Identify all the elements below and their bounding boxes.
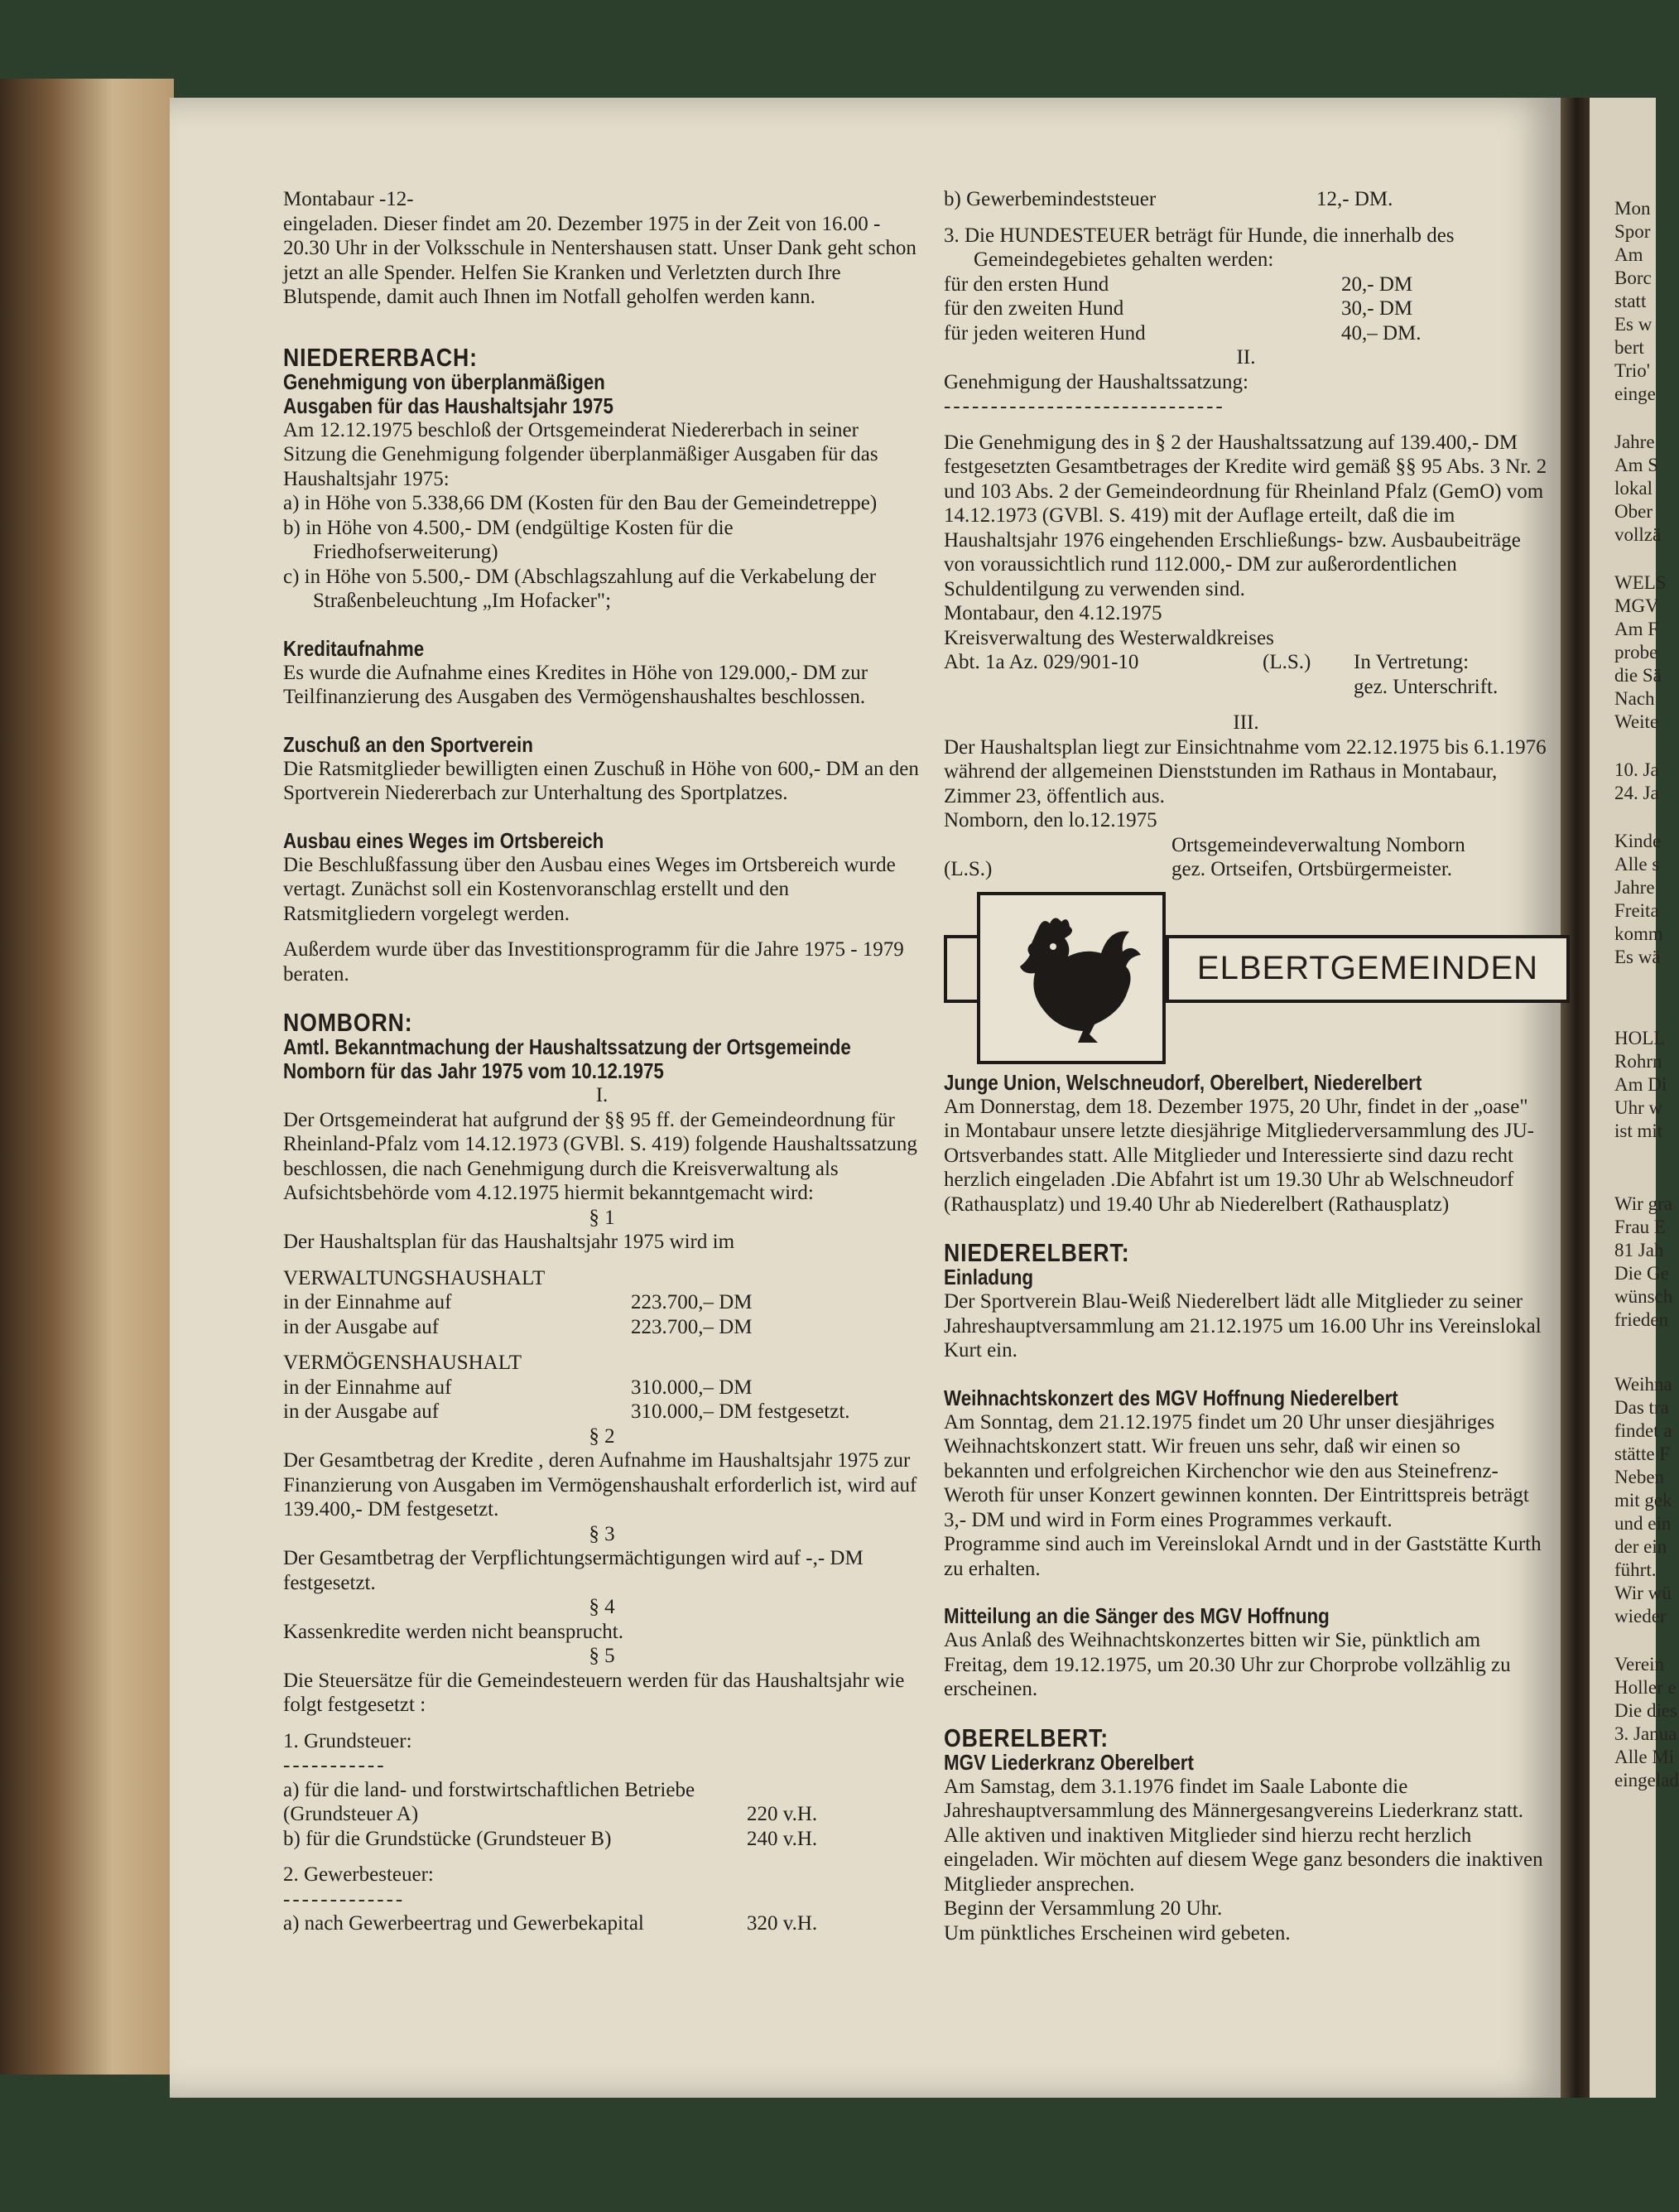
facing-page-fragment: 10. Ja [1614,759,1659,780]
vw-ausgabe-row [283,1315,921,1340]
facing-page-fragment: Frau E [1614,1217,1666,1237]
vm-einnahme-row [283,1376,921,1400]
facing-page-fragment: Weite [1614,711,1659,732]
running-head: Montabaur -12- [283,188,414,210]
facing-page-fragment: und ein [1614,1513,1672,1534]
hund-1-value: 20,- DM [1341,272,1413,296]
section-3-date: Nomborn, den lo.12.1975 [944,809,1157,831]
mitteilung-heading: Mitteilung an die Sänger des MGV Hoffnung [944,1603,1330,1628]
nomborn-heading: NOMBORN: [283,1008,413,1037]
oberelbert-line-2: Um pünktliches Erscheinen wird gebeten. [944,1921,1291,1945]
vm-ausgabe-label: in der Ausgabe auf [283,1400,440,1423]
facing-page-fragment: Holler e [1614,1677,1677,1698]
paragraph-2-label: § 2 [589,1424,615,1448]
facing-page-fragment: führt. [1614,1559,1657,1580]
facing-page-edge [1590,98,1679,2098]
facing-page-fragment: ist mit [1614,1120,1663,1141]
paragraph-4-label: § 4 [589,1596,615,1618]
mitteilung-text: Aus Anlaß des Weihnachtskonzertes bitten wir Sie, pünktlich am Freitag, dem 19.12.1975, um 20.30 Uhr zur Chorprobe vollzählig zu erscheinen. [944,1629,1511,1700]
rooster-frame [977,892,1166,1064]
oberelbert-line-1: Beginn der Versammlung 20 Uhr. [944,1897,1223,1920]
kredit-heading: Kreditaufnahme [283,635,425,661]
facing-page-fragment: Die dies [1614,1700,1678,1721]
hund-2-value: 30,- DM [1341,297,1413,320]
facing-page-fragment: Die Ge [1614,1263,1669,1284]
facing-page-fragment: Uhr w [1614,1097,1663,1118]
grundsteuer-a-value: 220 v.H. [747,1802,818,1825]
paragraph-2-text: Der Gesamtbetrag der Kredite , deren Aufnahme im Haushaltsjahr 1975 zur Finanzierung von Ausgaben im Vermögenshaushalt erforderlich ist, wird auf 139.400,- DM festgesetzt. [283,1449,917,1520]
facing-page-fragment: Am [1614,244,1643,265]
elbertgemeinden-logo [944,892,1548,1066]
hund-2-label: für den zweiten Hund [944,297,1124,320]
facing-page-fragment: mit gek [1614,1490,1672,1511]
grundsteuer-label: 1. Grundsteuer: [283,1729,412,1752]
facing-page-fragment: HOLL [1614,1028,1666,1048]
genehmigung-az: Abt. 1a Az. 029/901-10 [944,651,1139,673]
genehmigung-kreis: Kreisverwaltung des Westerwaldkreises [944,626,1274,649]
niederelbert-text: Der Sportverein Blau-Weiß Niederelbert lädt alle Mitglieder zu seiner Jahreshauptversammlung am 21.12.1975 um 16.00 Uhr ins Vereinslokal Kurt ein. [944,1290,1542,1361]
nomborn-subheading: Amtl. Bekanntmachung der Haushaltssatzung der Ortsgemeinde Nomborn für das Jahr 1975 vom 10.12.1975 [283,1034,851,1083]
vermoegenshaushalt-label: VERMÖGENSHAUSHALT [283,1352,522,1374]
paragraph-5-label: § 5 [589,1645,615,1667]
genehmigung-date: Montabaur, den 4.12.1975 [944,602,1162,624]
section-3-org: Ortsgemeindeverwaltung Nomborn [1171,833,1465,856]
section-3-sig-row [944,857,1548,882]
niedererbach-item-a: a) in Höhe von 5.338,66 DM (Kosten für den Bau der Gemeindetreppe) [283,492,878,514]
book-gutter [1556,98,1590,2098]
niedererbach-item-b: b) in Höhe von 4.500,- DM (endgültige Kosten für die Friedhofserweiterung) [283,516,734,563]
oberelbert-heading: OBERELBERT: [944,1723,1109,1752]
hund-3-value: 40,– DM. [1341,321,1422,345]
genehmigung-vertretung: In Vertretung: [1354,651,1470,673]
gewerbesteuer-label: 2. Gewerbesteuer: [283,1863,434,1886]
facing-page-fragment: vollzä [1614,524,1662,545]
section-3-text: Der Haushaltsplan liegt zur Einsichtnahme vom 22.12.1975 bis 6.1.1976 während der allgemeinen Dienststunden im Rathaus in Montabaur, Zimmer 23, öffentlich aus. [944,735,1547,807]
facing-page-fragment: Freita [1614,900,1659,921]
niederelbert-subheading: Einladung [944,1265,1034,1289]
logo-bar-left [944,935,977,1003]
hund-3-row [944,321,1548,346]
facing-page-fragment: Jahre [1614,877,1655,898]
facing-page-fragment: die Sä [1614,665,1662,686]
facing-page-fragment: Ober [1614,501,1653,522]
facing-page-fragment: Borc [1614,267,1652,288]
facing-page-fragment: Kinde [1614,831,1662,851]
facing-page-fragment: komm [1614,923,1663,944]
right-column [944,187,1548,1945]
elbertgemeinden-banner: ELBERTGEMEINDEN [1166,935,1570,1003]
niedererbach-text: Am 12.12.1975 beschloß der Ortsgemeinderat Niedererbach in seiner Sitzung die Genehmigung folgender überplanmäßiger Ausgaben für das Haushaltsjahr 1975: [283,418,878,490]
genehmigung-unterschrift: gez. Unterschrift. [1354,675,1499,698]
genehmigung-text: Die Genehmigung des in § 2 der Haushaltssatzung auf 139.400,- DM festgesetzten Gesamtbetrages der Kredite wird gemäß §§ 95 Abs. 3 Nr. 2 und 103 Abs. 2 der Gemeindeordnung für Rheinland Pfalz (GemO) vom 14.12.1973 (GVBl. S. 419) mit der Auflage erteilt, daß die im Haushaltsjahr 1976 eingehenden Erschließungs- bzw. Ausbaubeiträge von voraussichtlich rund 112.000,- DM zur außerordentlichen Schuldentilgung zu verwenden sind. [944,431,1547,600]
ju-heading: Junge Union, Welschneudorf, Oberelbert, Niederelbert [944,1069,1422,1095]
niedererbach-heading: NIEDERERBACH: [283,342,478,372]
book-edge-left [0,79,174,2075]
section-roman-2: II. [1236,346,1256,369]
genehmigung-az-row [944,650,1548,699]
section-3-signature: gez. Ortseifen, Ortsbürgermeister. [1171,858,1453,880]
paragraph-3-text: Der Gesamtbetrag der Verpflichtungsermächtigungen wird auf -,- DM festgesetzt. [283,1547,864,1594]
facing-page-fragment: Nach [1614,688,1655,709]
gewerbesteuer-underline: ------------- [283,1887,406,1911]
vw-ausgabe-value: 223.700,– DM [631,1315,753,1338]
facing-page-fragment: einge [1614,383,1656,404]
facing-page-fragment: Verein [1614,1654,1665,1675]
vw-einnahme-value: 223.700,– DM [631,1291,753,1313]
vw-einnahme-row [283,1290,921,1315]
ausbau-heading: Ausbau eines Weges im Ortsbereich [283,827,604,853]
hund-3-label: für jeden weiteren Hund [944,321,1146,345]
gewerbemindeststeuer-row [944,187,1548,212]
nomborn-text: Der Ortsgemeinderat hat aufgrund der §§ 95 ff. der Gemeindeordnung für Rheinland-Pfalz vom 14.12.1973 (GVBl. S. 419) folgende Haushaltssatzung beschlossen, die nach Genehmigung durch die Kreisverwaltung als Aufsichtsbehörde vom 4.12.1975 hiermit bekanntgemacht wird: [283,1108,917,1204]
gewerbemindeststeuer-label: b) Gewerbemindeststeuer [944,188,1157,210]
facing-page-fragment: statt [1614,291,1647,311]
facing-page-fragment: Spor [1614,221,1651,242]
facing-page-fragment: Am Di [1614,1074,1667,1095]
niederelbert-heading: NIEDERELBERT: [944,1238,1130,1267]
gewerbemindeststeuer-value: 12,- DM. [1316,188,1393,210]
paragraph-5-text: Die Steuersätze für die Gemeindesteuern werden für das Haushaltsjahr wie folgt festgesetzt : [283,1669,905,1716]
section-roman-3: III. [1233,711,1259,734]
ju-text: Am Donnerstag, dem 18. Dezember 1975, 20 Uhr, findet in der „oase" in Montabaur unsere letzte diesjährige Mitgliederversammlung des JU-Ortsverbandes statt. Alle Mitglieder und Interessierte sind dazu recht herzlich eingeladen .Die Abfahrt ist um 19.30 Uhr ab Welschneudorf (Rathausplatz) und 19.40 Uhr ab Niederelbert (Rathausplatz) [944,1095,1534,1216]
facing-page-fragment: eingelad [1614,1770,1679,1790]
vm-ausgabe-row [283,1400,921,1424]
ausbau-text-2: Außerdem wurde über das Investitionsprogramm für die Jahre 1975 - 1979 beraten. [283,938,904,986]
facing-page-fragment: MGV [1614,595,1659,616]
facing-page-fragment: der ein [1614,1536,1667,1557]
paragraph-1-text: Der Haushaltsplan für das Haushaltsjahr 1975 wird im [283,1231,735,1253]
facing-page-fragment: 81 Jah [1614,1240,1664,1260]
facing-page-fragment: Mon [1614,198,1651,219]
niedererbach-subheading: Genehmigung von überplanmäßigen Ausgaben für das Haushaltsjahr 1975 [283,369,613,418]
facing-page-fragment: Rohrn [1614,1051,1662,1072]
hund-2-row [944,296,1548,321]
paragraph-4-text: Kassenkredite werden nicht beansprucht. [283,1620,623,1643]
genehmigung-underline: ------------------------------ [944,395,1225,417]
facing-page-fragment: 24. Ja [1614,783,1659,803]
zuschuss-heading: Zuschuß an den Sportverein [283,731,533,757]
facing-page-fragment: Weihna [1614,1374,1672,1395]
facing-page-fragment: 3. Janua [1614,1723,1677,1744]
facing-page-fragment: frieden [1614,1309,1669,1330]
genehmigung-ls: (L.S.) [1263,651,1311,673]
hund-1-label: für den ersten Hund [944,272,1109,296]
niedererbach-item-c: c) in Höhe von 5.500,- DM (Abschlagszahlung auf die Verkabelung der Straßenbeleuchtung „Im Hofacker"; [283,565,877,612]
vw-ausgabe-label: in der Ausgabe auf [283,1315,440,1338]
grundsteuer-underline: ----------- [283,1754,387,1776]
facing-page-fragment: stätte F [1614,1443,1671,1464]
facing-page-fragment: Trio' [1614,360,1650,381]
paragraph-3-label: § 3 [589,1522,615,1545]
facing-page-fragment: probe [1614,642,1658,663]
facing-page-fragment: Alle Mi [1614,1747,1675,1767]
left-column [283,187,921,1936]
intro-text: eingeladen. Dieser findet am 20. Dezember 1975 in der Zeit von 16.00 - 20.30 Uhr in der Volksschule in Nentershausen statt. Unser Dank geht schon jetzt an alle Spender. Helfen Sie Kranken und Verletzten durch Ihre Blutspende, damit auch Ihnen im Notfall geholfen werden kann. [283,212,916,308]
gewerbesteuer-a-row [283,1911,921,1936]
grundsteuer-a-row [283,1778,921,1827]
facing-page-fragment: Wir wü [1614,1583,1672,1603]
facing-page-fragment: wünsch [1614,1286,1673,1307]
facing-page-fragment: wieder [1614,1606,1667,1626]
gewerbesteuer-a-label: a) nach Gewerbeertrag und Gewerbekapital [283,1912,644,1935]
weihnachtskonzert-text-2: Programme sind auch im Vereinslokal Arndt und in der Gaststätte Kurth zu erhalten. [944,1533,1542,1580]
vw-einnahme-label: in der Einnahme auf [283,1291,452,1313]
facing-page-fragment: Es wä [1614,947,1661,967]
facing-page-fragment: Neben [1614,1467,1665,1487]
hund-1-row [944,272,1548,297]
facing-page-fragment: Am S [1614,455,1659,475]
weihnachtskonzert-text: Am Sonntag, dem 21.12.1975 findet um 20 Uhr unser diesjähriges Weihnachtskonzert statt. Wir freuen uns sehr, daß wir einen so bekannten und erfolgreichen Kirchenchor wie den aus Steinefrenz-Weroth für unser Konzert gewinnen konnten. Der Eintrittspreis beträgt 3,- DM und wird in Form eines Programmes verkauft. [944,1410,1529,1531]
grundsteuer-b-value: 240 v.H. [747,1827,818,1850]
rooster-icon [980,895,1162,1061]
facing-page-fragment: Wir gra [1614,1193,1672,1214]
facing-page-fragment: Am F [1614,619,1659,639]
paragraph-1-label: § 1 [589,1206,615,1229]
newspaper-page [170,98,1561,2098]
kredit-text: Es wurde die Aufnahme eines Kredites in Höhe von 129.000,- DM zur Teilfinanzierung des Ausgaben des Vermögenshaushaltes beschlossen. [283,661,868,708]
section-roman-1: I. [595,1084,609,1106]
facing-page-fragment: Alle s [1614,854,1660,875]
vm-einnahme-label: in der Einnahme auf [283,1376,452,1399]
weihnachtskonzert-heading: Weihnachtskonzert des MGV Hoffnung Niederelbert [944,1385,1398,1410]
hundesteuer-text: 3. Die HUNDESTEUER beträgt für Hunde, die innerhalb des Gemeindegebietes gehalten werden: [944,224,1455,271]
facing-page-fragment: lokal [1614,478,1653,499]
facing-page-fragment: Das tra [1614,1397,1669,1418]
grundsteuer-b-row [283,1827,921,1852]
oberelbert-text: Am Samstag, dem 3.1.1976 findet im Saale Labonte die Jahreshauptversammlung des Männergesangvereins Liederkranz statt. Alle aktiven und inaktiven Mitglieder sind hierzu recht herzlich eingeladen. Wir möchten auf diesem Wege ganz besonders die inaktiven Mitglieder ansprechen. [944,1775,1543,1896]
section-3-ls: (L.S.) [944,858,993,880]
facing-page-fragment: bert [1614,337,1644,358]
vm-einnahme-value: 310.000,– DM [631,1376,753,1399]
facing-page-fragment: Es w [1614,314,1653,335]
facing-page-fragment: Jahre [1614,431,1655,452]
verwaltungshaushalt-label: VERWALTUNGSHAUSHALT [283,1266,546,1289]
grundsteuer-a-label: a) für die land- und forstwirtschaftlichen Betriebe (Grundsteuer A) [283,1778,695,1825]
ausbau-text: Die Beschlußfassung über den Ausbau eines Weges im Ortsbereich wurde vertagt. Zunächst soll ein Kostenvoranschlag erstellt und den Ratsmitgliedern vorgelegt werden. [283,853,896,925]
zuschuss-text: Die Ratsmitglieder bewilligten einen Zuschuß in Höhe von 600,- DM an den Sportverein Niedererbach zur Unterhaltung des Sportplatzes. [283,757,919,804]
gewerbesteuer-a-value: 320 v.H. [747,1912,818,1935]
facing-page-fragment: findet a [1614,1420,1672,1441]
grundsteuer-b-label: b) für die Grundstücke (Grundsteuer B) [283,1827,612,1850]
vm-ausgabe-value: 310.000,– DM festgesetzt. [631,1400,850,1423]
oberelbert-subheading: MGV Liederkranz Oberelbert [944,1749,1194,1775]
facing-page-fragment: WELS [1614,572,1667,593]
genehmigung-label: Genehmigung der Haushaltssatzung: [944,370,1248,393]
